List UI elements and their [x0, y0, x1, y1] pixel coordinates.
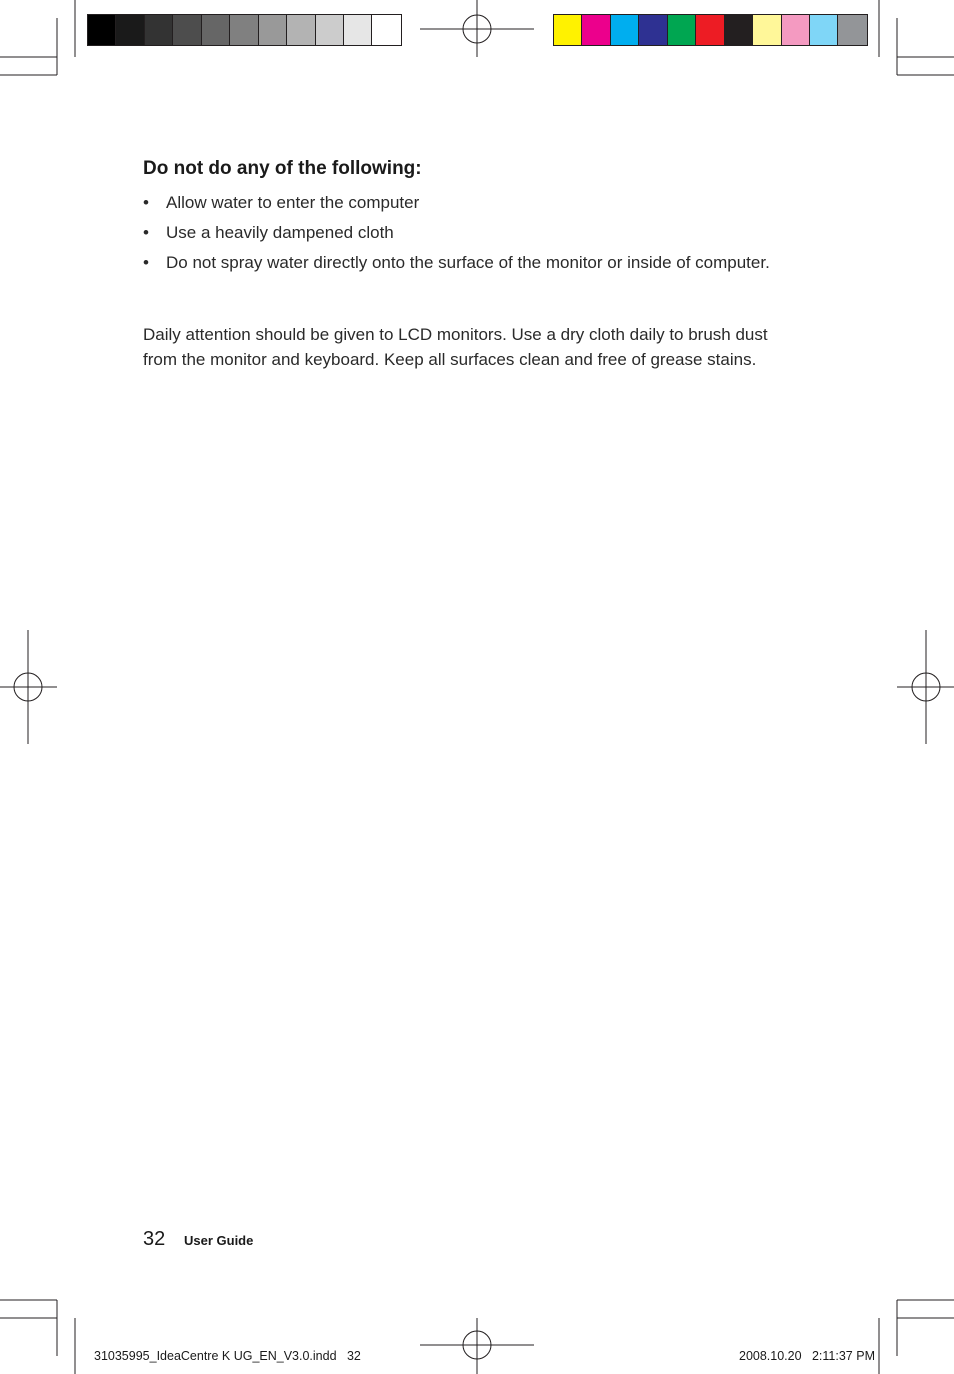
- bullet-list: [143, 190, 783, 280]
- list-item: [143, 190, 783, 215]
- color-swatch: [316, 15, 344, 45]
- list-item-text: Use a heavily dampened cloth: [166, 223, 394, 242]
- color-swatch: [753, 15, 781, 45]
- color-swatch: [668, 15, 696, 45]
- color-swatch: [372, 15, 400, 45]
- color-swatch: [782, 15, 810, 45]
- registration-mark: [897, 630, 954, 744]
- registration-mark: [420, 0, 534, 57]
- color-swatch: [838, 15, 866, 45]
- color-swatch: [554, 15, 582, 45]
- color-swatch: [145, 15, 173, 45]
- color-swatch: [173, 15, 201, 45]
- registration-mark: [0, 630, 57, 744]
- color-swatch: [259, 15, 287, 45]
- color-swatch: [611, 15, 639, 45]
- list-item: [143, 220, 783, 245]
- list-item: [143, 250, 783, 275]
- grayscale-calibration-bar: [87, 14, 402, 46]
- color-swatch: [639, 15, 667, 45]
- registration-mark: [420, 1318, 534, 1374]
- bullet-glyph: •: [143, 223, 149, 242]
- color-swatch: [116, 15, 144, 45]
- color-swatch: [810, 15, 838, 45]
- color-swatch: [582, 15, 610, 45]
- bullet-glyph: •: [143, 253, 149, 272]
- color-swatch: [725, 15, 753, 45]
- color-swatch: [88, 15, 116, 45]
- color-swatch: [230, 15, 258, 45]
- slug-timestamp: 2008.10.20 2:11:37 PM: [739, 1349, 875, 1363]
- slug-filename: 31035995_IdeaCentre K UG_EN_V3.0.indd 32: [94, 1349, 361, 1363]
- color-swatch: [344, 15, 372, 45]
- body-paragraph: Daily attention should be given to LCD monitors. Use a dry cloth daily to brush dust from the monitor and keyboard. Keep all surfaces clean and free of grease stains.: [143, 325, 768, 369]
- page-number: 32: [143, 1228, 166, 1250]
- list-item-text: Allow water to enter the computer: [166, 193, 420, 212]
- color-swatch: [202, 15, 230, 45]
- bullet-glyph: •: [143, 193, 149, 212]
- color-calibration-bar: [553, 14, 868, 46]
- footer-label: User Guide: [184, 1233, 254, 1248]
- list-item-text: Do not spray water directly onto the surface of the monitor or inside of computer.: [166, 253, 770, 272]
- section-heading: Do not do any of the following:: [143, 158, 422, 179]
- color-swatch: [696, 15, 724, 45]
- color-swatch: [287, 15, 315, 45]
